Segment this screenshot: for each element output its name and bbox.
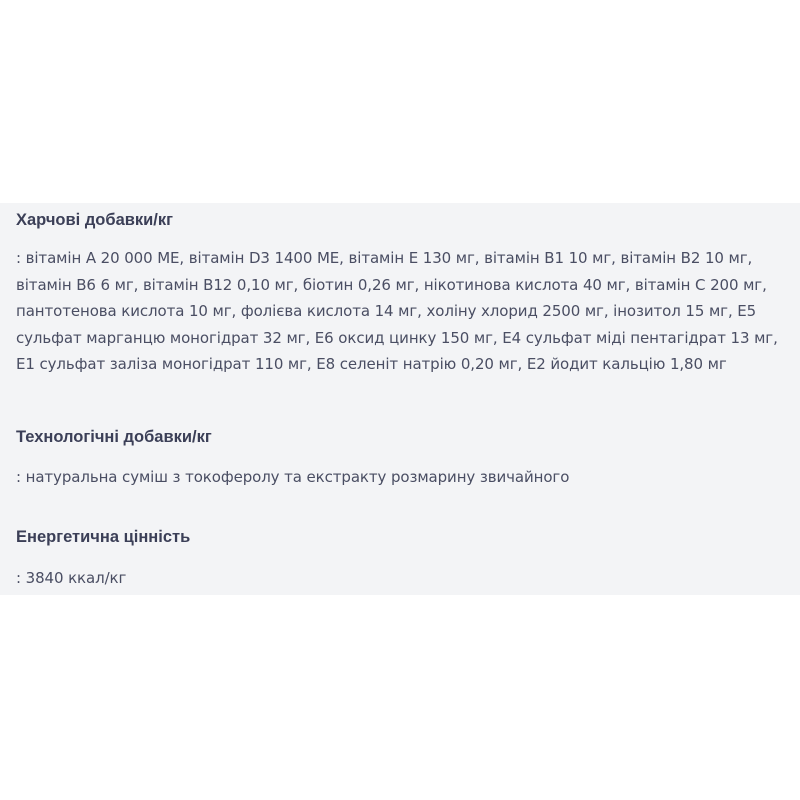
product-composition-panel	[0, 203, 800, 595]
nutritional-additives-title: Харчові добавки/кг	[16, 211, 173, 229]
energy-value-text: : 3840 ккал/кг	[16, 569, 127, 587]
technological-additives-title: Технологічні добавки/кг	[16, 428, 212, 446]
energy-value-title: Енергетична цінність	[16, 528, 191, 546]
nutritional-additives-text: : вітамін А 20 000 МЕ, вітамін D3 1400 МЕ, вітамін Е 130 мг, вітамін В1 10 мг, вітамін В2 10 мг, вітамін В6 6 мг, вітамін В12 0,10 мг, біотин 0,26 мг, нікотинова кислота 40 мг, вітамін С 200 мг, пантотенова кислота 10 мг, фолієва кислота 14 мг, холіну хлорид 2500 мг, інозитол 15 мг, Е5 сульфат марганцю моногідрат 32 мг, Е6 оксид цинку 150 мг, Е4 сульфат міді пентагідрат 13 мг, Е1 сульфат заліза моногідрат 110 мг, Е8 селеніт натрію 0,20 мг, Е2 йодит кальцію 1,80 мг	[16, 249, 778, 373]
technological-additives-text: : натуральна суміш з токоферолу та екстракту розмарину звичайного	[16, 468, 570, 486]
